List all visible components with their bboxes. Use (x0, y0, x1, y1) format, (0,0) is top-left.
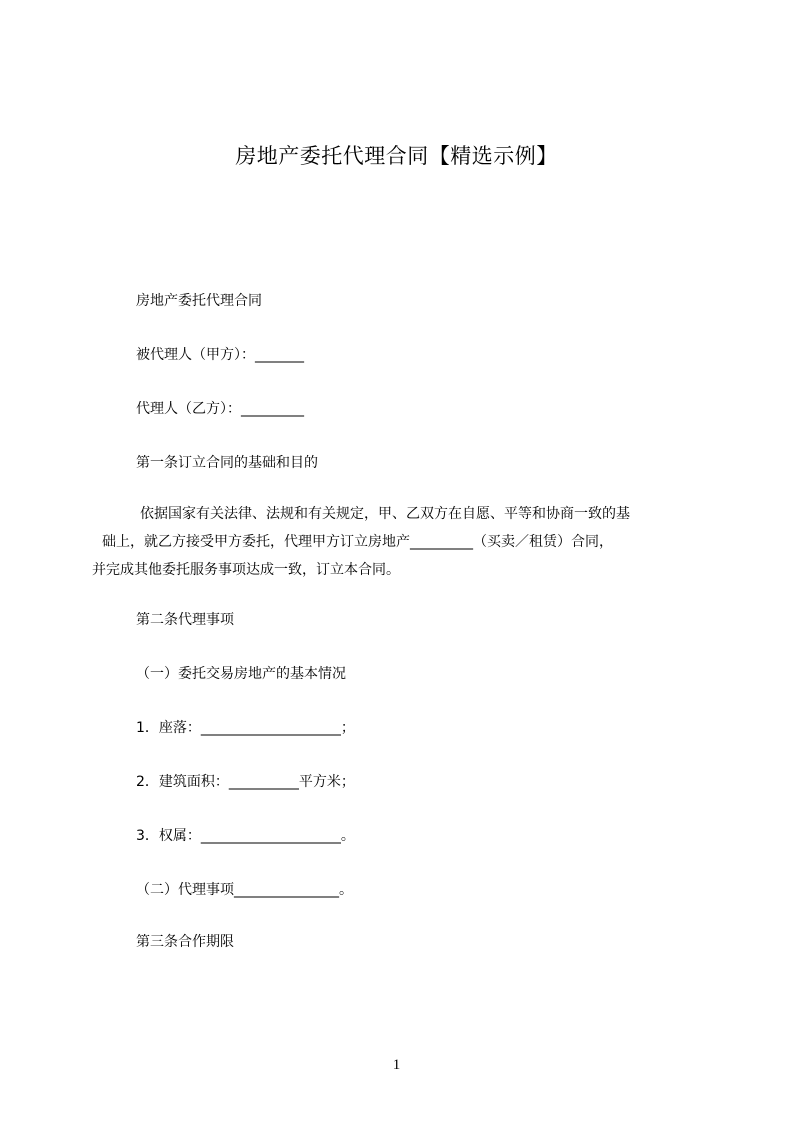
principal-line: 被代理人（甲方）：_______ (136, 347, 304, 363)
article-1-paragraph (92, 500, 718, 584)
contract-name: 房地产委托代理合同 (136, 293, 262, 309)
item-2-line: （二）代理事项_______________。 (136, 882, 353, 898)
page-number: 1 (392, 1057, 401, 1073)
paragraph-line: 依据国家有关法律、法规和有关规定，甲、乙双方在自愿、平等和协商一致的基 (140, 506, 630, 522)
location-line: 1．座落：____________________； (136, 720, 355, 736)
area-line: 2．建筑面积：__________平方米； (136, 774, 355, 790)
document-title: 房地产委托代理合同【精选示例】 (235, 144, 558, 168)
article-1-heading: 第一条订立合同的基础和目的 (136, 455, 318, 471)
paragraph-line: 础上，就乙方接受甲方委托，代理甲方订立房地产_________（买卖／租赁）合同， (102, 534, 613, 550)
item-1-heading: （一）委托交易房地产的基本情况 (136, 666, 346, 682)
paragraph-line: 并完成其他委托服务事项达成一致，订立本合同。 (92, 562, 400, 578)
article-2-heading: 第二条代理事项 (136, 612, 234, 628)
ownership-line: 3．权属：____________________。 (136, 828, 355, 844)
agent-line: 代理人（乙方）：_________ (136, 401, 304, 417)
article-3-heading: 第三条合作期限 (136, 934, 234, 950)
